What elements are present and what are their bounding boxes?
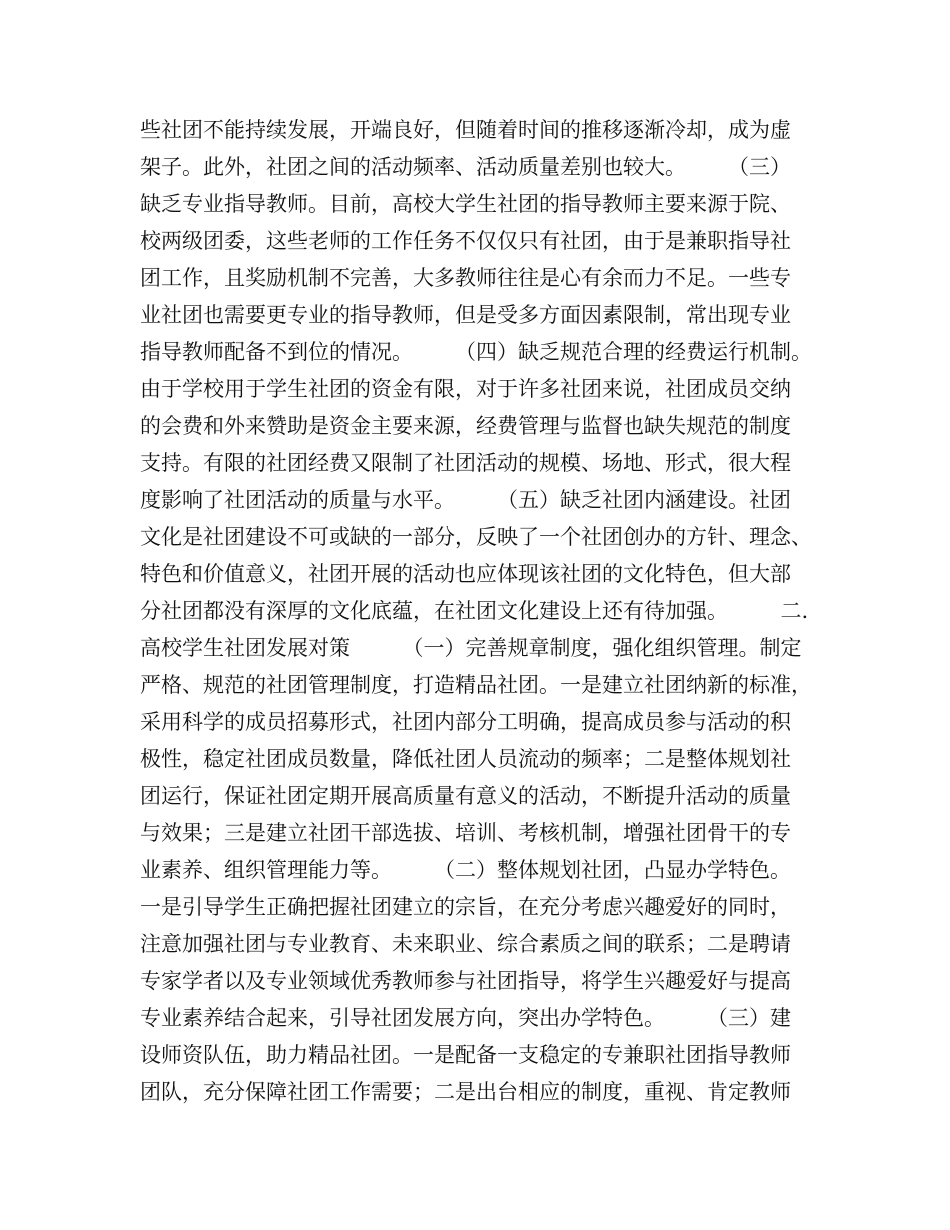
text-line: 架子。此外，社团之间的活动频率、活动质量差别也较大。 （三）: [140, 155, 791, 179]
text-line: 设师资队伍，助力精品社团。一是配备一支稳定的专兼职社团指导教师: [140, 1043, 791, 1067]
body-text: [140, 112, 830, 1111]
text-line: 团队，充分保障社团工作需要；二是出台相应的制度，重视、肯定教师: [140, 1080, 791, 1104]
text-line: 团运行，保证社团定期开展高质量有意义的活动，不断提升活动的质量: [140, 784, 791, 808]
text-line: 分社团都没有深厚的文化底蕴，在社团文化建设上还有待加强。 二.: [140, 599, 809, 623]
text-line: 专家学者以及专业领域优秀教师参与社团指导，将学生兴趣爱好与提高: [140, 969, 791, 993]
text-line: 的会费和外来赞助是资金主要来源，经费管理与监督也缺失规范的制度: [140, 414, 791, 438]
text-line: 度影响了社团活动的质量与水平。 （五）缺乏社团内涵建设。社团: [140, 488, 791, 512]
text-line: 些社团不能持续发展，开端良好，但随着时间的推移逐渐冷却，成为虚: [140, 118, 791, 142]
text-line: 采用科学的成员招募形式，社团内部分工明确，提高成员参与活动的积: [140, 710, 791, 734]
text-line: 由于学校用于学生社团的资金有限，对于许多社团来说，社团成员交纳: [140, 377, 791, 401]
text-line: 指导教师配备不到位的情况。 （四）缺乏规范合理的经费运行机制。: [140, 340, 812, 364]
text-line: 团工作，且奖励机制不完善，大多教师往往是心有余而力不足。一些专: [140, 266, 791, 290]
text-line: 极性，稳定社团成员数量，降低社团人员流动的频率；二是整体规划社: [140, 747, 791, 771]
text-line: 高校学生社团发展对策 （一）完善规章制度，强化组织管理。制定: [140, 636, 802, 660]
text-line: 严格、规范的社团管理制度，打造精品社团。一是建立社团纳新的标准，: [140, 673, 812, 697]
text-line: 业社团也需要更专业的指导教师，但是受多方面因素限制，常出现专业: [140, 303, 791, 327]
text-line: 注意加强社团与专业教育、未来职业、综合素质之间的联系；二是聘请: [140, 932, 791, 956]
text-line: 文化是社团建设不可或缺的一部分，反映了一个社团创办的方针、理念、: [140, 525, 812, 549]
text-line: 校两级团委，这些老师的工作任务不仅仅只有社团，由于是兼职指导社: [140, 229, 791, 253]
text-line: 缺乏专业指导教师。目前，高校大学生社团的指导教师主要来源于院、: [140, 192, 791, 216]
text-line: 特色和价值意义，社团开展的活动也应体现该社团的文化特色，但大部: [140, 562, 791, 586]
text-line: 专业素养结合起来，引导社团发展方向，突出办学特色。 （三）建: [140, 1006, 791, 1030]
text-line: 与效果；三是建立社团干部选拔、培训、考核机制，增强社团骨干的专: [140, 821, 791, 845]
text-line: 业素养、组织管理能力等。 （二）整体规划社团，凸显办学特色。: [140, 858, 791, 882]
text-line: 一是引导学生正确把握社团建立的宗旨，在充分考虑兴趣爱好的同时，: [140, 895, 791, 919]
text-line: 支持。有限的社团经费又限制了社团活动的规模、场地、形式，很大程: [140, 451, 791, 475]
